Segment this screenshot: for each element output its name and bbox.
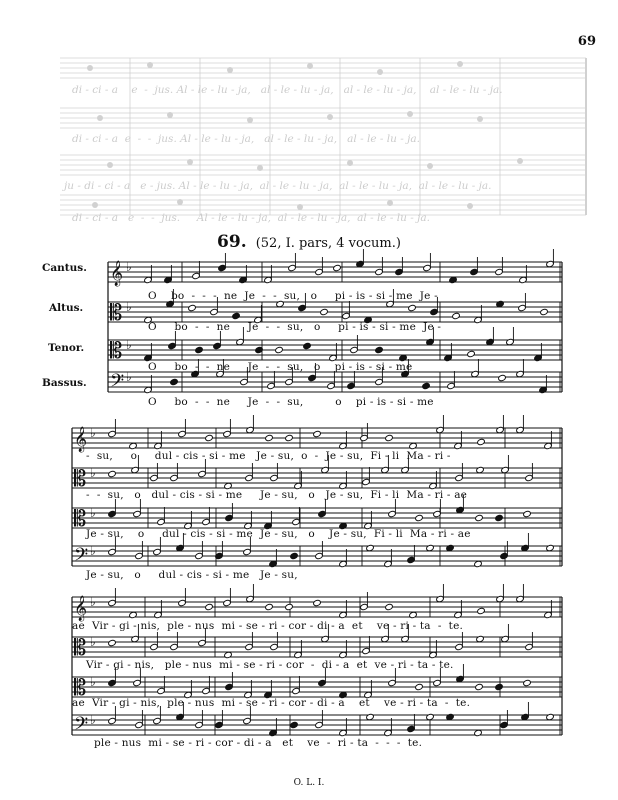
note-head (108, 639, 117, 646)
clef-glyph: 𝄡 (74, 507, 87, 532)
note-head (523, 510, 532, 517)
note-head (188, 304, 197, 311)
note-head (320, 308, 329, 315)
note-head (495, 683, 504, 690)
piece-info: (52, I. pars, 4 vocum.) (255, 236, 401, 251)
key-signature-flat: ♭ (90, 426, 96, 440)
key-signature-flat: ♭ (126, 300, 132, 314)
clef-glyph: 𝄡 (110, 301, 123, 326)
note-head (477, 607, 486, 614)
key-signature-flat: ♭ (90, 713, 96, 727)
note-head (475, 514, 484, 521)
clef-glyph: 𝄢 (110, 371, 125, 396)
page-number: 69 (577, 34, 596, 49)
note-head (540, 308, 549, 315)
system-1-lyrics-tenor: O bo - - ne Je - - su, o pi - is - si - me (148, 361, 413, 373)
note-head (313, 599, 322, 606)
note-head (422, 382, 431, 389)
clef-glyph: 𝄞 (74, 596, 88, 621)
clef-glyph: 𝄡 (110, 339, 123, 364)
system-2-lyrics-bassus: Je - su, o dul - cis - si - me Je - su, (86, 569, 298, 581)
note-head (415, 514, 424, 521)
system-3-lyrics-altus: Vir - gi - nis, ple - nus mi - se - ri - cor - di - a et ve - ri - ta - te. (86, 659, 454, 671)
note-head (477, 438, 486, 445)
clef-glyph: 𝄞 (74, 427, 88, 452)
clef-glyph: 𝄡 (74, 676, 87, 701)
note-head (415, 683, 424, 690)
previous-lyrics-tenor: ju - di - ci - a e - jus. Al - le - lu - ja, al - le - lu - ja, al - le - lu - ja, al - le - lu - ja. (64, 180, 492, 192)
note-head (290, 721, 299, 728)
note-head (195, 346, 204, 353)
key-signature-flat: ♭ (90, 675, 96, 689)
note-head (170, 378, 179, 385)
key-signature-flat: ♭ (90, 544, 96, 558)
note-head (108, 470, 117, 477)
previous-lyrics-altus: di - ci - a e - - jus. Al - le - lu - ja, al - le - lu - ja, al - le - lu - ja. (72, 133, 420, 145)
clef-glyph: 𝄢 (74, 714, 89, 739)
note-head (375, 346, 384, 353)
note-head (265, 603, 274, 610)
voice-label-bassus: Bassus. (42, 377, 87, 389)
key-signature-flat: ♭ (126, 338, 132, 352)
system-2-lyrics-altus: - - su, o dul - cis - si - me Je - su, o Je - su, Fi - li Ma - ri - ae (86, 489, 468, 501)
system-3-lyrics-tenor: ae Vir - gi - nis, ple - nus mi - se - ri - cor - di - a et ve - ri - ta - te. (72, 697, 471, 709)
clef-glyph: 𝄡 (74, 636, 87, 661)
clef-glyph: 𝄡 (74, 467, 87, 492)
system-1-lyrics-bassus: O bo - - ne Je - - su, o pi - is - si - me (148, 396, 434, 408)
note-head (523, 679, 532, 686)
key-signature-flat: ♭ (90, 595, 96, 609)
note-head (385, 603, 394, 610)
note-head (232, 312, 241, 319)
key-signature-flat: ♭ (90, 466, 96, 480)
system-1-lyrics-cantus: O bo - - - ne Je - - su, o pi - is - si - me Je - (148, 290, 438, 302)
system-2-lyrics-tenor: Je - su, o dul - cis - si - me Je - su, o Je - su, Fi - li Ma - ri - ae (86, 528, 471, 540)
clef-glyph: 𝄞 (110, 261, 124, 286)
note-head (285, 603, 294, 610)
note-head (275, 346, 284, 353)
voice-label-cantus: Cantus. (42, 262, 87, 274)
piece-number: 69. (217, 232, 247, 252)
note-head (385, 434, 394, 441)
key-signature-flat: ♭ (126, 370, 132, 384)
note-head (452, 312, 461, 319)
note-head (290, 552, 299, 559)
note-head (285, 434, 294, 441)
key-signature-flat: ♭ (90, 506, 96, 520)
note-head (467, 350, 476, 357)
voice-label-tenor: Tenor. (48, 342, 85, 354)
system-2-lyrics-cantus: - su, o dul - cis - si - me Je - su, o - Je - su, Fi - li Ma - ri - (86, 450, 451, 462)
note-head (475, 683, 484, 690)
system-3-lyrics-cantus: ae Vir - gi - nis, ple - nus mi - se - ri - cor - di - a et ve - ri - ta - te. (72, 620, 464, 632)
key-signature-flat: ♭ (90, 635, 96, 649)
note-head (265, 434, 274, 441)
footer-signature: O. L. I. (293, 778, 325, 788)
note-head (303, 342, 312, 349)
previous-lyrics-cantus: di - ci - a e - jus. Al - le - lu - ja, al - le - lu - ja, al - le - lu - ja, al - le - lu - ja. (72, 84, 503, 96)
note-head (498, 374, 507, 381)
voice-label-altus: Altus. (49, 302, 84, 314)
clef-glyph: 𝄢 (74, 545, 89, 570)
system-3-lyrics-bassus: ple - nus mi - se - ri - cor - di - a et ve - ri - ta - - - te. (94, 737, 423, 749)
note-head (205, 434, 214, 441)
note-head (495, 514, 504, 521)
note-head (205, 603, 214, 610)
previous-lyrics-bassus: di - ci - a e - - jus. Al - le - lu - ja, al - le - lu - ja, al - le - lu - ja. (72, 212, 430, 224)
key-signature-flat: ♭ (126, 260, 132, 274)
system-1-lyrics-altus: O bo - - ne Je - - su, o pi - is - si - me Je - (148, 321, 442, 333)
note-head (313, 430, 322, 437)
note-head (333, 264, 342, 271)
note-head (408, 304, 417, 311)
